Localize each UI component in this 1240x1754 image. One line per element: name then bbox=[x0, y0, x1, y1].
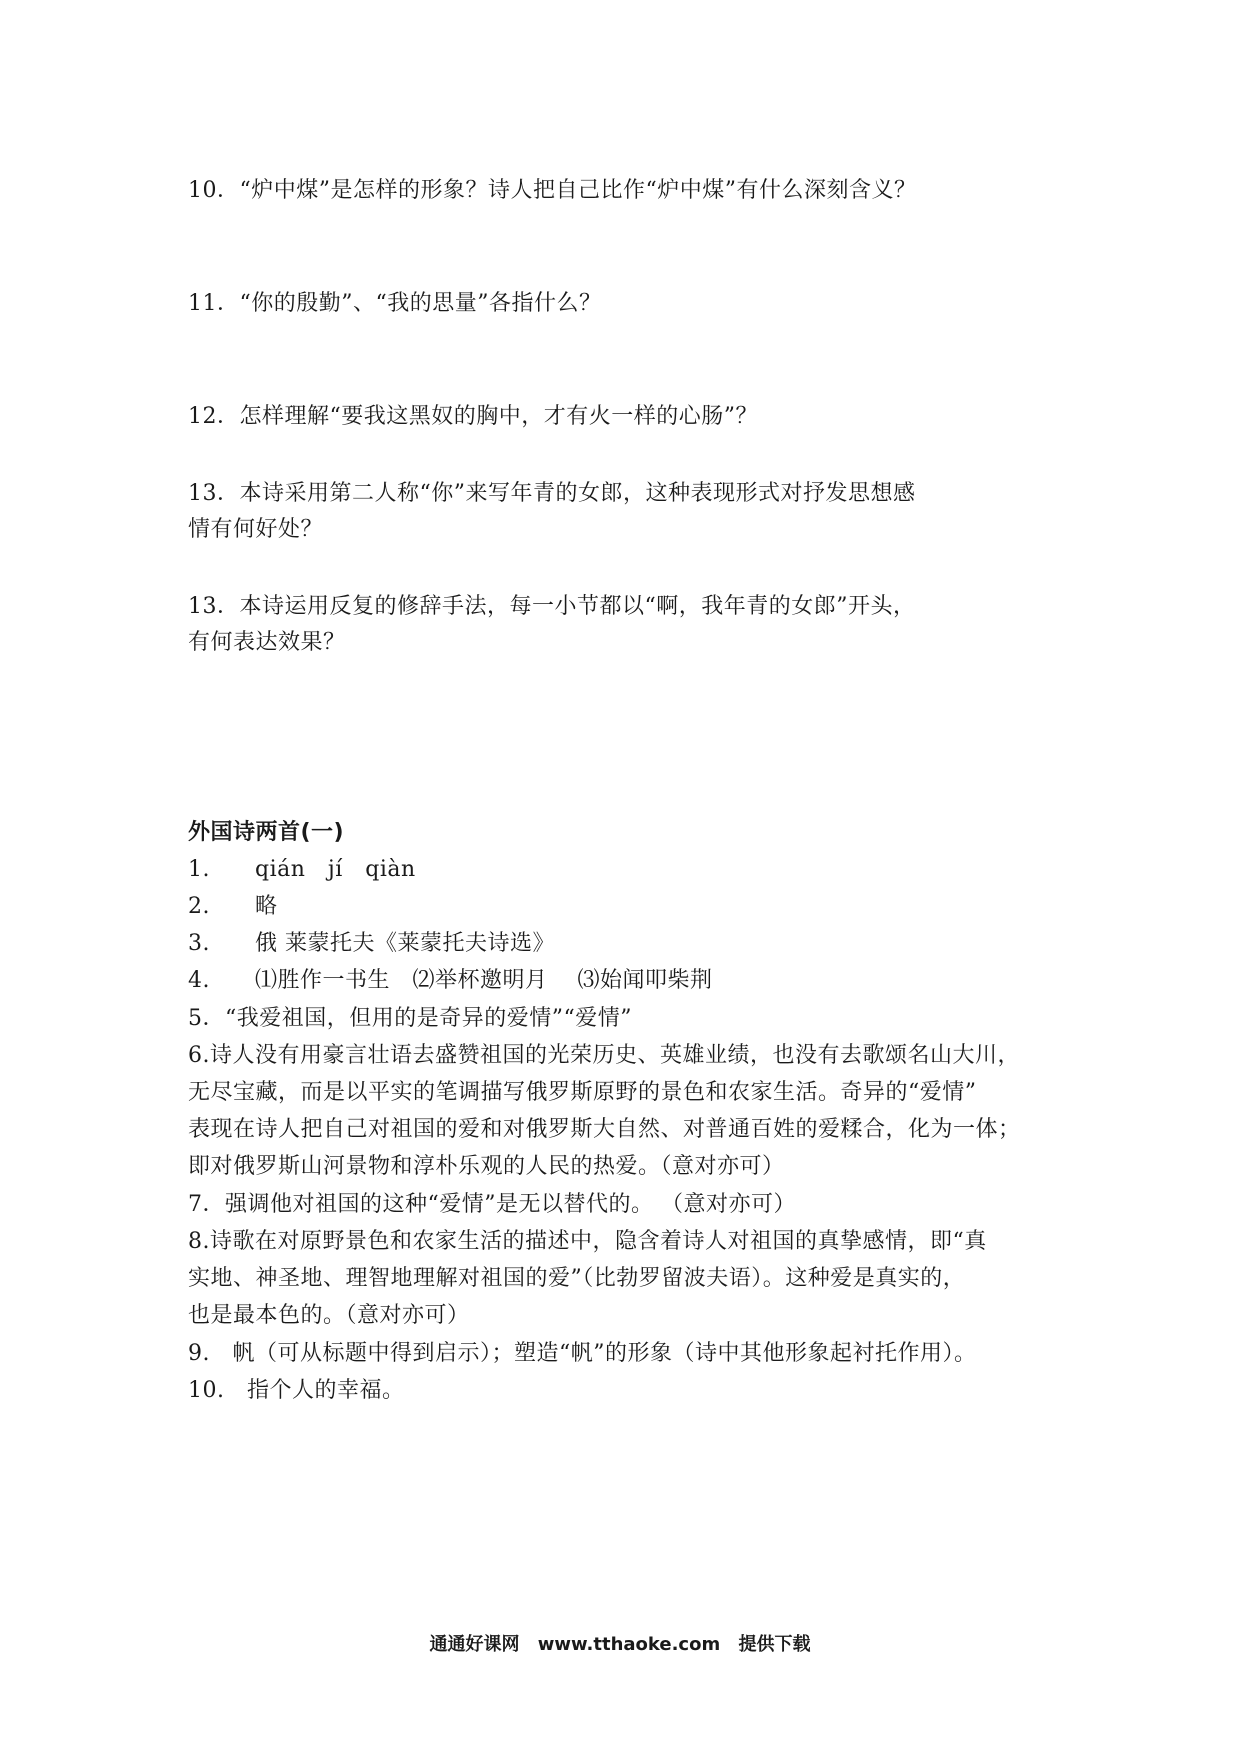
footer-url[interactable]: www.tthaoke.com bbox=[537, 1634, 721, 1655]
answer-10: 10. 指个人的幸福。 bbox=[188, 1378, 405, 1403]
answer-6-line3: 表现在诗人把自己对祖国的爱和对俄罗斯大自然、对普通百姓的爱糅合，化为一体； bbox=[188, 1117, 1021, 1142]
question-13b-line1: 13．本诗运用反复的修辞手法，每一小节都以“啊，我年青的女郎”开头， bbox=[188, 594, 916, 619]
answer-6-line1: 6.诗人没有用豪言壮语去盛赞祖国的光荣历史、英雄业绩，也没有去歌颂名山大川， bbox=[188, 1043, 1020, 1068]
question-13a-line2: 情有何好处？ bbox=[188, 517, 324, 542]
answer-7: 7．强调他对祖国的这种“爱情”是无以替代的。 （意对亦可） bbox=[188, 1192, 796, 1217]
answer-9: 9. 帆（可从标题中得到启示）；塑造“帆”的形象（诗中其他形象起衬托作用）。 bbox=[188, 1341, 977, 1366]
answer-4: 4. ⑴胜作一书生 ⑵举杯邀明月 ⑶始闻叩柴荆 bbox=[188, 968, 713, 993]
section-title: 外国诗两首(一) bbox=[188, 820, 345, 845]
answer-6-line4: 即对俄罗斯山河景物和淳朴乐观的人民的热爱。（意对亦可） bbox=[188, 1154, 785, 1179]
question-12: 12．怎样理解“要我这黑奴的胸中，才有火一样的心肠”？ bbox=[188, 404, 758, 429]
answer-8-line2: 实地、神圣地、理智地理解对祖国的爱”（比勃罗留波夫语）。这种爱是真实的， bbox=[188, 1266, 966, 1291]
answer-6-line2: 无尽宝藏，而是以平实的笔调描写俄罗斯原野的景色和农家生活。奇异的“爱情” bbox=[188, 1080, 977, 1105]
answer-2: 2. 略 bbox=[188, 894, 278, 919]
footer-suffix: 提供下载 bbox=[738, 1634, 811, 1655]
question-13b-line2: 有何表达效果？ bbox=[188, 630, 346, 655]
answer-1: 1. qián jí qiàn bbox=[188, 857, 416, 882]
question-11: 11．“你的殷勤”、“我的思量”各指什么？ bbox=[188, 291, 602, 316]
answer-8-line1: 8.诗歌在对原野景色和农家生活的描述中，隐含着诗人对祖国的真挚感情，即“真 bbox=[188, 1229, 987, 1254]
answer-3: 3. 俄 莱蒙托夫《莱蒙托夫诗选》 bbox=[188, 931, 555, 956]
question-13a-line1: 13．本诗采用第二人称“你”来写年青的女郎，这种表现形式对抒发思想感 bbox=[188, 481, 916, 506]
page-footer bbox=[0, 1633, 1240, 1657]
answer-5: 5．“我爱祖国，但用的是奇异的爱情”“爱情” bbox=[188, 1006, 632, 1031]
question-10: 10．“炉中煤”是怎样的形象？诗人把自己比作“炉中煤”有什么深刻含义？ bbox=[188, 178, 917, 203]
answer-8-line3: 也是最本色的。（意对亦可） bbox=[188, 1303, 470, 1328]
footer-site-name: 通通好课网 bbox=[429, 1634, 520, 1655]
